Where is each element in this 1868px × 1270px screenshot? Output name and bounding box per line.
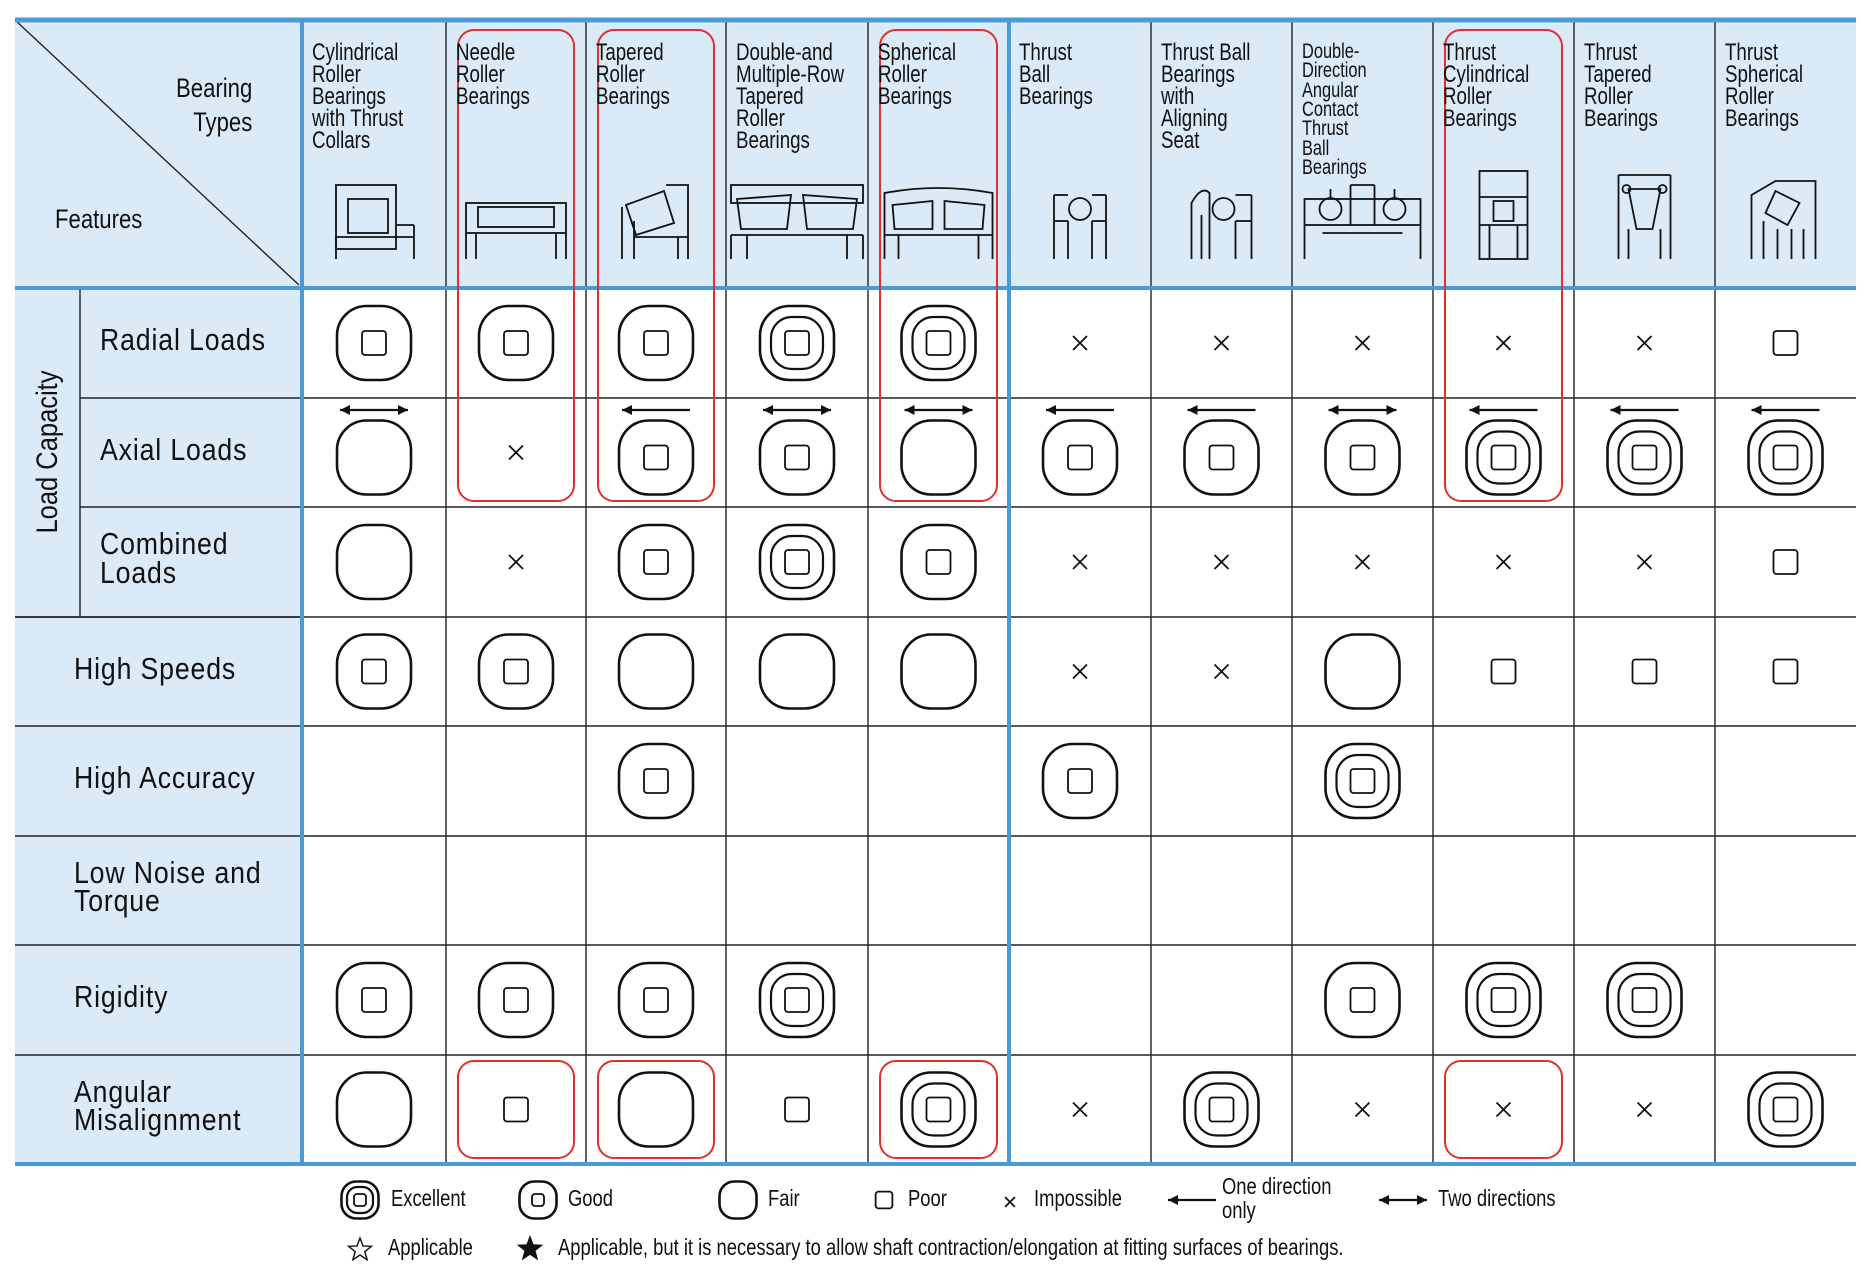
legend-excellent-label: Excellent bbox=[391, 1185, 466, 1211]
feature-row-label: High Accuracy bbox=[74, 760, 256, 795]
header-bearing-type: Tapered Roller Bearings bbox=[596, 39, 670, 111]
legend-two-directions-label: Two directions bbox=[1438, 1185, 1556, 1211]
legend-poor-label: Poor bbox=[908, 1185, 947, 1211]
legend-one-direction-label: One direction only bbox=[1222, 1173, 1332, 1224]
corner-features-label: Features bbox=[55, 204, 143, 234]
header-bearing-type: Needle Roller Bearings bbox=[456, 39, 530, 111]
legend-fair-label: Fair bbox=[768, 1185, 800, 1211]
legend-applicable-note-label: Applicable, but it is necessary to allow shaft contraction/elongation at fitting surfaces of bearings. bbox=[558, 1234, 1344, 1260]
feature-row-label: Radial Loads bbox=[100, 322, 266, 357]
header-bearing-type: Thrust Ball Bearings bbox=[1019, 39, 1093, 111]
feature-row-label: Combined Loads bbox=[100, 526, 229, 590]
load-capacity-group-label: Load Capacity bbox=[31, 370, 64, 534]
feature-row-label: Axial Loads bbox=[100, 431, 248, 467]
header-bearing-type: Thrust Ball Bearings with Aligning Seat bbox=[1161, 39, 1251, 155]
feature-row-label: Low Noise and Torque bbox=[74, 854, 262, 919]
header-bearing-type: Cylindrical Roller Bearings with Thrust Collars bbox=[312, 39, 404, 155]
header-bearing-type: Double- Direction Angular Contact Thrust Ball Bearings bbox=[1302, 40, 1367, 179]
corner-bearing-types-label: Bearing Types bbox=[176, 73, 253, 137]
header-bearing-type: Double-and Multiple-Row Tapered Roller Bearings bbox=[736, 39, 845, 155]
header-bearing-type: Thrust Cylindrical Roller Bearings bbox=[1443, 39, 1530, 133]
header-bearing-type: Spherical Roller Bearings bbox=[878, 39, 957, 111]
legend-applicable-label: Applicable bbox=[388, 1234, 473, 1260]
legend-impossible-label: Impossible bbox=[1034, 1185, 1122, 1211]
legend-good-label: Good bbox=[568, 1185, 614, 1211]
feature-row-label: Angular Misalignment bbox=[74, 1073, 242, 1138]
header-bearing-type: Thrust Spherical Roller Bearings bbox=[1725, 39, 1804, 133]
header-bearing-type: Thrust Tapered Roller Bearings bbox=[1584, 39, 1658, 133]
feature-row-label: Rigidity bbox=[74, 979, 169, 1014]
feature-row-label: High Speeds bbox=[74, 650, 237, 686]
